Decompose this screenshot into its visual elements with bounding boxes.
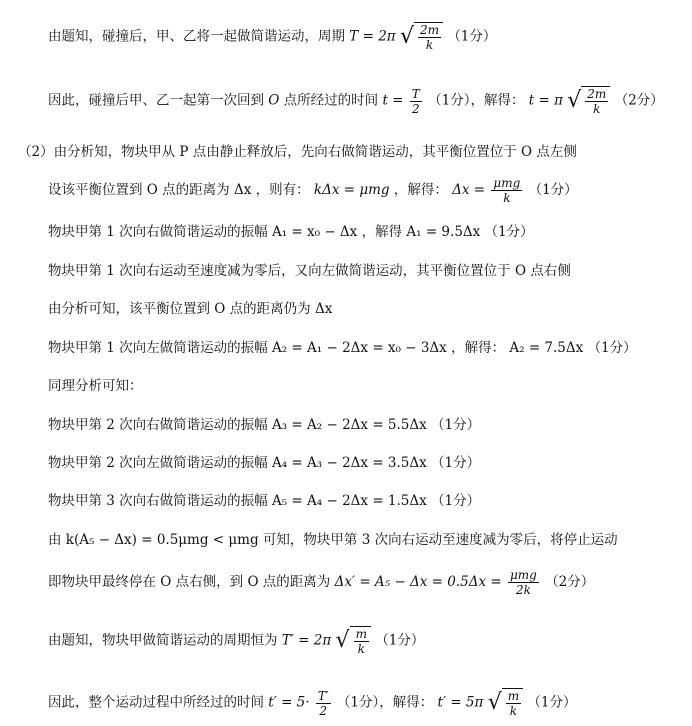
score-note: （1分）	[447, 28, 497, 45]
numerator: m	[507, 689, 520, 703]
solution-line-12: 物块甲第 3 次向右做简谐运动的振幅 A₅ = A₄ − 2Δx = 1.5Δx （1分）	[48, 493, 481, 509]
sqrt-expression	[567, 86, 610, 116]
solution-line-5: 物块甲第 1 次向右做简谐运动的振幅 A₁ = x₀ − Δx ，解得 A₁ = 9.5Δx （1分）	[48, 224, 534, 240]
score-note: （2分）	[545, 574, 595, 590]
solution-line-1	[48, 22, 496, 52]
solution-line-9: 同理分析可知：	[48, 378, 143, 394]
score-note: （1分）	[528, 182, 578, 198]
sqrt-expression	[336, 626, 371, 656]
solution-line-15	[48, 626, 424, 656]
text: 由题知，物块甲做简谐运动的周期恒为	[48, 632, 278, 649]
solution-line-6: 物块甲第 1 次向右运动至速度减为零后，又向左做简谐运动，其平衡位置位于 O 点右侧	[48, 263, 571, 279]
numerator: 2m	[587, 87, 607, 101]
numerator: T	[411, 86, 420, 101]
text: 设该平衡位置到 O 点的距离为 Δx ，则有：	[48, 182, 310, 198]
fraction	[506, 689, 521, 718]
denominator: 2	[411, 101, 420, 116]
formula: Δx′ = A₅ − Δx = 0.5Δx =	[334, 574, 502, 590]
solution-line-4	[48, 176, 578, 205]
formula: t =	[382, 92, 404, 109]
score-note: （1分）	[527, 694, 577, 711]
text: （1分），解得：	[428, 92, 525, 109]
formula: t = π	[528, 92, 563, 109]
point-label: O	[268, 92, 280, 109]
text: 点所经过的时间	[283, 92, 379, 109]
fraction	[585, 87, 608, 116]
formula: Δx =	[452, 182, 486, 198]
solution-line-16	[48, 688, 577, 718]
numerator: 2m	[420, 23, 440, 37]
fraction	[410, 87, 422, 116]
solution-line-14	[48, 568, 594, 597]
radical-sign: √	[567, 88, 582, 113]
denominator: 2	[319, 703, 328, 718]
numerator: T′	[317, 688, 329, 703]
formula: T′ = 2π	[281, 632, 332, 649]
solution-line-10: 物块甲第 2 次向右做简谐运动的振幅 A₃ = A₂ − 2Δx = 5.5Δx （1分）	[48, 417, 481, 433]
denominator: k	[593, 102, 601, 116]
fraction	[491, 176, 522, 205]
fraction	[418, 23, 441, 52]
sqrt-expression	[488, 688, 523, 718]
numerator: m	[355, 627, 367, 641]
solution-line-13: 由 k(A₅ − Δx) = 0.5μmg < μmg 可知，物块甲第 3 次向右运动至速度减为零后，将停止运动	[48, 532, 618, 548]
radical-sign: √	[487, 690, 502, 715]
solution-line-8: 物块甲第 1 次向左做简谐运动的振幅 A₂ = A₁ − 2Δx = x₀ − 3Δx ，解得： A₂ = 7.5Δx （1分）	[48, 340, 637, 356]
denominator: 2k	[515, 583, 531, 597]
fraction	[508, 568, 539, 597]
text: 由题知，碰撞后，甲、乙将一起做简谐运动，周期	[48, 28, 345, 45]
radical-sign: √	[399, 24, 414, 49]
score-note: （1分）	[375, 632, 425, 649]
formula: T = 2π	[349, 28, 396, 45]
solution-line-3: （2）由分析知，物块甲从 P 点由静止释放后，先向右做简谐运动，其平衡位置位于 O 点左侧	[18, 144, 577, 160]
text: 即物块甲最终停在 O 点右侧，到 O 点的距离为	[48, 574, 331, 590]
text: ，解得：	[393, 182, 448, 198]
fraction	[354, 627, 369, 656]
text: （1分），解得：	[336, 694, 434, 711]
numerator: μmg	[493, 176, 521, 190]
solution-line-11: 物块甲第 2 次向左做简谐运动的振幅 A₄ = A₃ − 2Δx = 3.5Δx （1分）	[48, 455, 481, 471]
score-note: （2分）	[614, 92, 664, 109]
sqrt-expression	[400, 22, 443, 52]
denominator: k	[509, 704, 518, 718]
formula: kΔx = μmg	[313, 182, 390, 198]
solution-line-7: 由分析可知，该平衡位置到 O 点的距离仍为 Δx	[48, 301, 333, 317]
numerator: μmg	[509, 568, 537, 582]
radical-sign: √	[335, 628, 350, 653]
fraction	[316, 689, 331, 718]
denominator: k	[357, 642, 365, 656]
text: 因此，碰撞后甲、乙一起第一次回到	[48, 92, 264, 109]
denominator: k	[425, 38, 434, 52]
solution-line-2	[48, 86, 664, 116]
text: 因此，整个运动过程中所经过的时间	[48, 694, 264, 711]
formula: t′ = 5·	[268, 694, 310, 711]
denominator: k	[503, 191, 511, 205]
formula: t′ = 5π	[437, 694, 484, 711]
